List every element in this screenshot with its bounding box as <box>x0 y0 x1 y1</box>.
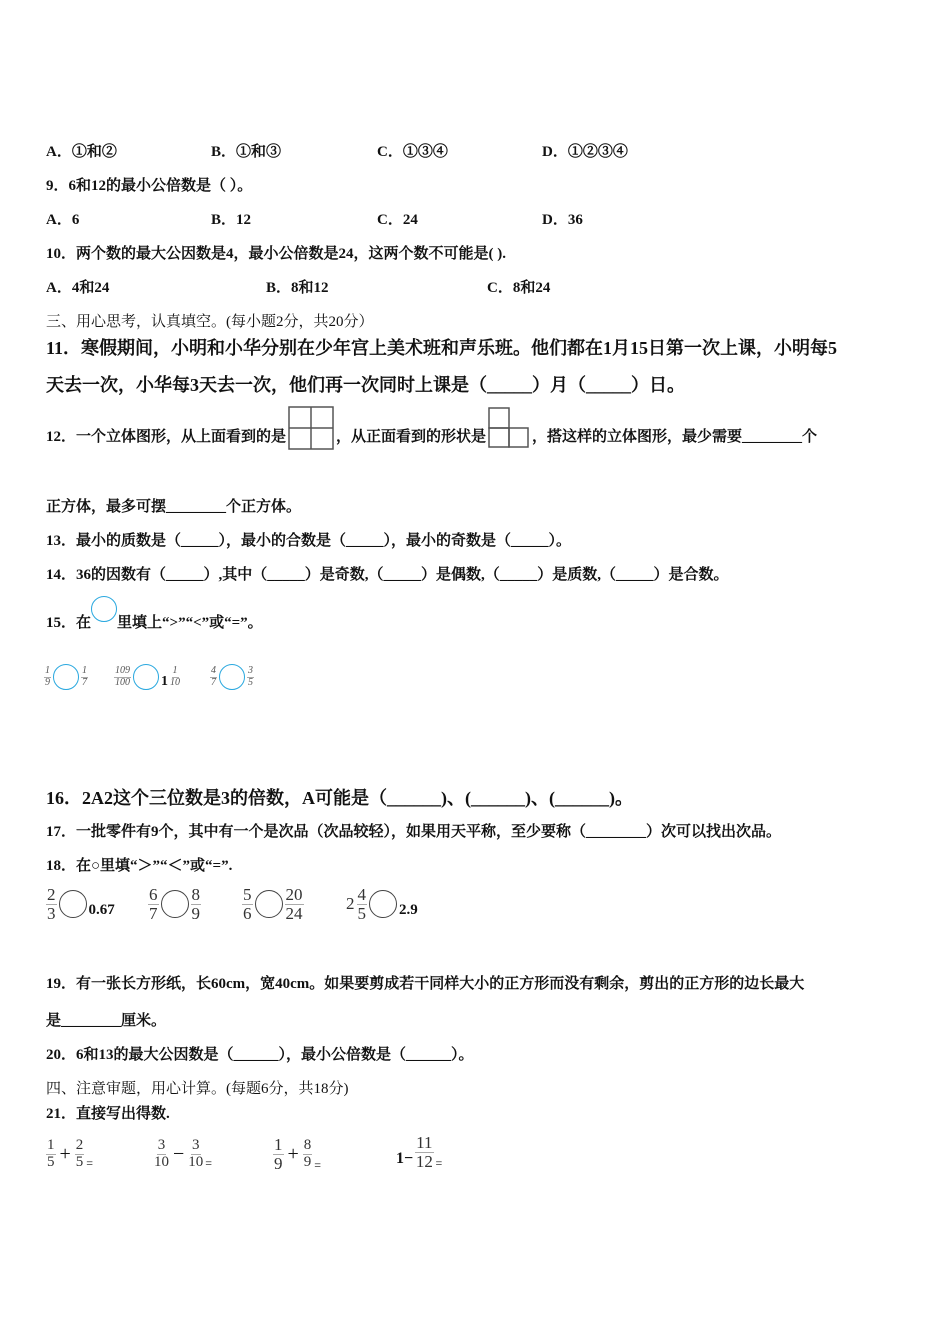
whole-number: 2 <box>346 894 355 914</box>
compare-circle[interactable] <box>369 890 397 918</box>
q10-option-b[interactable]: B．8和12 <box>266 280 329 296</box>
denominator: 7 <box>149 903 158 923</box>
q15-item-3 <box>210 664 254 690</box>
whole-minus: 1− <box>396 1149 414 1167</box>
denominator: 10 <box>154 1153 169 1170</box>
operator: − <box>173 1142 185 1165</box>
q21-item-3 <box>273 1136 321 1173</box>
q10-text: 10．两个数的最大公因数是4，最小公倍数是24，这两个数不可能是( ). <box>46 246 506 262</box>
q15-item-2 <box>114 664 180 690</box>
q12-part1: 12．一个立体图形，从上面看到的是 <box>46 429 287 445</box>
decimal-value: 0.67 <box>88 901 115 918</box>
q15-part1: 15．在 <box>46 615 92 631</box>
q9-option-b[interactable]: B．12 <box>211 212 252 228</box>
q12-line2: 正方体，最多可摆________个正方体。 <box>46 499 302 515</box>
compare-circle[interactable] <box>219 664 245 690</box>
denominator: 9 <box>274 1153 283 1173</box>
q9-option-a[interactable]: A．6 <box>46 212 80 228</box>
q21-item-2 <box>154 1138 212 1171</box>
q8-option-a[interactable]: A．①和② <box>46 144 117 160</box>
denominator: 5 <box>248 676 253 688</box>
denominator: 5 <box>47 1153 55 1170</box>
numerator: 8 <box>303 1137 312 1154</box>
q21-item-4 <box>396 1134 442 1171</box>
denominator: 7 <box>211 676 216 688</box>
denominator: 12 <box>415 1151 433 1171</box>
q9-option-d[interactable]: D．36 <box>542 212 583 228</box>
denominator: 7 <box>82 676 87 688</box>
q12-part3: ，搭这样的立体图形，最少需要________个 <box>532 429 818 445</box>
denominator: 5 <box>357 903 366 923</box>
q20-text: 20．6和13的最大公因数是（______），最小公倍数是（______）。 <box>46 1047 474 1063</box>
denominator: 9 <box>191 903 200 923</box>
q15-text <box>46 596 263 632</box>
q17-text: 17．一批零件有9个，其中有一个是次品（次品较轻），如果用天平称，至少要称（________）次可以找出次品。 <box>46 824 782 840</box>
q18-item-3 <box>242 886 304 923</box>
equals: = <box>435 1155 443 1170</box>
q14-text: 14．36的因数有（_____）,其中（_____）是奇数,（_____）是偶数,（_____）是质数,（_____）是合数。 <box>46 567 729 583</box>
compare-circle[interactable] <box>59 890 87 918</box>
q16-text: 16．2A2这个三位数是3的倍数，A可能是（______)、(______)、(______)。 <box>46 788 633 808</box>
q12-line1 <box>46 406 817 450</box>
denominator: 6 <box>243 903 252 923</box>
numerator: 2 <box>75 1137 84 1153</box>
circle-icon <box>91 596 117 622</box>
numerator: 1 <box>47 1137 55 1153</box>
numerator: 109 <box>115 665 130 676</box>
q13-text: 13．最小的质数是（_____），最小的合数是（_____），最小的奇数是（_____）。 <box>46 533 572 549</box>
numerator: 8 <box>191 885 200 904</box>
numerator: 4 <box>357 885 366 904</box>
q11-line2: 天去一次，小华每3天去一次，他们再一次同时上课是（_____）月（_____）日。 <box>46 375 685 395</box>
compare-circle[interactable] <box>53 664 79 690</box>
denominator: 5 <box>75 1153 84 1170</box>
numerator: 20 <box>285 885 303 904</box>
numerator: 6 <box>149 885 158 904</box>
q9-option-c[interactable]: C．24 <box>377 212 418 228</box>
numerator: 1 <box>274 1135 283 1154</box>
q21-item-1 <box>46 1138 93 1171</box>
q18-item-1 <box>46 886 115 923</box>
equals: = <box>314 1157 322 1172</box>
numerator: 1 <box>172 665 178 676</box>
denominator: 3 <box>47 903 56 923</box>
numerator: 3 <box>157 1137 166 1153</box>
compare-circle[interactable] <box>161 890 189 918</box>
q9-text: 9．6和12的最小公倍数是（ ）。 <box>46 178 253 194</box>
numerator: 4 <box>211 665 216 676</box>
numerator: 1 <box>45 665 50 676</box>
q8-option-d[interactable]: D．①②③④ <box>542 144 628 160</box>
equals: = <box>205 1155 213 1170</box>
q10-option-a[interactable]: A．4和24 <box>46 280 110 296</box>
top-view-figure-icon <box>288 406 334 450</box>
denominator: 24 <box>285 903 303 923</box>
operator: + <box>287 1142 299 1165</box>
q15-part2: 里填上“>”“<”或“=”。 <box>117 615 263 631</box>
decimal-value: 2.9 <box>399 901 418 918</box>
denominator: 9 <box>45 676 50 688</box>
q19-line1: 19．有一张长方形纸，长60cm，宽40cm。如果要剪成若干同样大小的正方形而没有剩余，剪出的正方形的边长最大 <box>46 976 805 992</box>
q8-option-c[interactable]: C．①③④ <box>377 144 448 160</box>
q21-text: 21．直接写出得数. <box>46 1106 170 1122</box>
denominator: 10 <box>188 1153 204 1170</box>
q10-option-c[interactable]: C．8和24 <box>487 280 551 296</box>
section-4-heading: 四、注意审题，用心计算。(每题6分，共18分) <box>46 1081 349 1097</box>
denominator: 9 <box>303 1153 312 1170</box>
number-one: 1 <box>161 674 168 689</box>
numerator: 11 <box>416 1133 433 1152</box>
front-view-figure-icon <box>488 406 530 450</box>
q15-item-1 <box>44 664 88 690</box>
q12-part2: ，从正面看到的形状是 <box>336 429 487 445</box>
numerator: 5 <box>243 885 252 904</box>
compare-circle[interactable] <box>133 664 159 690</box>
q18-item-2 <box>148 886 201 923</box>
q19-line2: 是________厘米。 <box>46 1013 167 1029</box>
q8-option-b[interactable]: B．①和③ <box>211 144 282 160</box>
numerator: 3 <box>192 1137 200 1153</box>
compare-circle[interactable] <box>255 890 283 918</box>
numerator: 3 <box>248 665 253 676</box>
numerator: 2 <box>47 885 56 904</box>
q18-text: 18．在○里填“＞”“＜”或“=”. <box>46 858 233 874</box>
section-3-heading: 三、用心思考，认真填空。(每小题2分，共20分） <box>46 314 374 330</box>
denominator: 100 <box>115 676 130 688</box>
equals: = <box>86 1155 94 1170</box>
denominator: 10 <box>170 676 180 688</box>
q18-item-4 <box>346 886 418 923</box>
numerator: 1 <box>82 665 87 676</box>
operator: + <box>59 1142 71 1165</box>
q11-line1: 11．寒假期间，小明和小华分别在少年宫上美术班和声乐班。他们都在1月15日第一次上课，小明每5 <box>46 338 838 358</box>
